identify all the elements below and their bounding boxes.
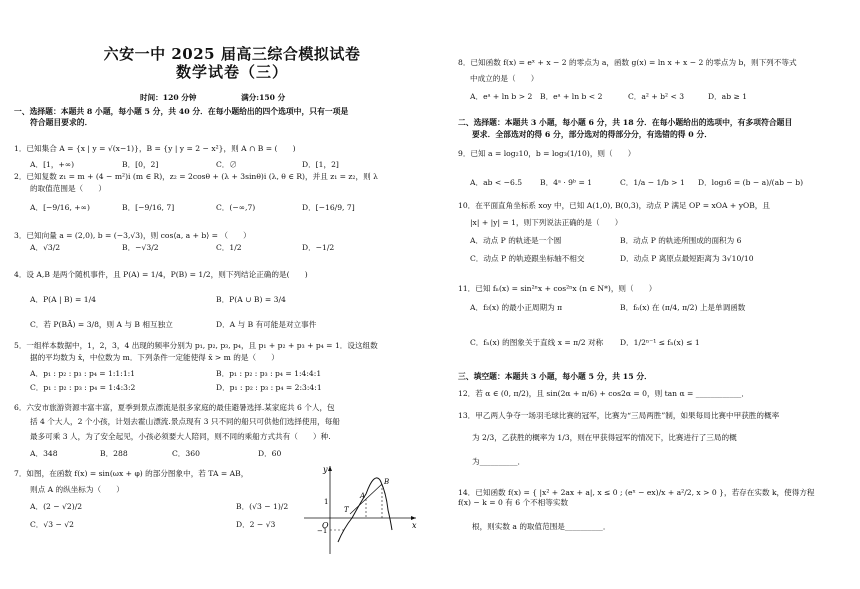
q2-option-c: C．(−∞,7) <box>216 203 256 212</box>
q5-option-c: C．p₁ : p₂ : p₃ : p₄ = 1:4:3:2 <box>30 383 136 392</box>
q3-option-b: B．−√3/2 <box>122 243 159 252</box>
question-13-line1: 13．甲乙两人争夺一场羽毛球比赛的冠军，比赛为“三局两胜”制，如果每局比赛中甲获胜的概率 <box>458 411 780 420</box>
q6-option-b: B．288 <box>100 449 128 458</box>
section-2-line2: 要求．全部选对的得 6 分，部分选对的得部分分，有选错的得 0 分． <box>472 130 713 139</box>
question-8-line1: 8．已知函数 f(x) = eˣ + x − 2 的零点为 a，函数 g(x) = ln x + x − 2 的零点为 b，则下列不等式 <box>458 58 797 67</box>
x-axis-arrow-icon <box>411 516 416 520</box>
q6-option-c: C．360 <box>172 449 200 458</box>
question-7-line2: 则点 A 的纵坐标为（ ） <box>30 485 124 494</box>
question-6-line2: 括 4 个大人，2 个小孩，计划去霍山漂流.景点现有 3 只不同的船只可供他们选择使用，每船 <box>30 417 340 426</box>
question-10-line1: 10．在平面直角坐标系 xoy 中，已知 A(1,0), B(0,3)，动点 P 满足 OP = xOA + yOB，且 <box>458 201 770 210</box>
question-14-line2: 根，则实数 a 的取值范围是__________． <box>472 522 611 531</box>
q3-option-d: D．−1/2 <box>302 243 335 252</box>
q10-option-a: A．动点 P 的轨迹是一个圆 <box>470 236 562 245</box>
point-a-label: A <box>360 492 366 500</box>
q4-option-c: C．若 P(BĀ) = 3/8，则 A 与 B 相互独立 <box>30 320 173 329</box>
q10-option-c: C．动点 P 的轨迹跟坐标轴不相交 <box>470 254 585 263</box>
question-14-line1: 14．已知函数 f(x) = { |x² + 2ax + a|, x ≤ 0 ; (eˣ − ex)/x + a²/2, x > 0 }，若存在实数 k，使得方程 f(x) − k = 0 有 6 个不相等实数 <box>458 488 815 508</box>
question-3: 3．已知向量 a = (2,0), b = (−3,√3)，则 cos⟨a, a + b⟩ = （ ） <box>14 231 251 240</box>
q9-option-d: D．log₃6 = (b − a)/(ab − b) <box>698 178 804 187</box>
y-axis-arrow-icon <box>328 466 332 471</box>
question-5-line1: 5．一组样本数据中，1，2，3，4 出现的频率分别为 p₁, p₂, p₃, p₄，且 p₁ + p₂ + p₃ + p₄ = 1．设这组数 <box>14 341 378 350</box>
left-column <box>14 0 440 589</box>
q2-option-b: B．[−9/16, 7] <box>122 203 175 212</box>
question-10-line2: |x| + |y| = 1，则下列说法正确的是（ ） <box>470 218 623 227</box>
q7-option-d: D．2 − √3 <box>236 520 276 529</box>
q1-option-a: A．[1，+∞) <box>30 160 75 169</box>
y-label: y <box>323 465 328 474</box>
question-1: 1．已知集合 A = {x | y = √(x−1)}，B = {y | y = 2 − x²}，则 A ∩ B = ( ) <box>14 144 296 153</box>
q11-option-c: C．fₙ(x) 的图象关于直线 x = π/2 对称 <box>470 338 604 347</box>
exam-score: 满分:150 分 <box>241 93 286 102</box>
question-6-line1: 6．六安市旅游资源丰富丰富，夏季到景点漂流是很多家庭的最佳避暑选择.某家庭共 6 个人，包 <box>14 403 335 412</box>
question-4: 4．设 A,B 是两个随机事件，且 P(A) = 1/4，P(B) = 1/2，则下列结论正确的是( ) <box>14 270 308 279</box>
q8-option-c: C．a² + b² < 3 <box>628 92 685 101</box>
x-label: x <box>412 521 417 530</box>
q1-option-c: C．∅ <box>216 160 237 169</box>
q5-option-a: A．p₁ : p₂ : p₃ : p₄ = 1:1:1:1 <box>30 369 136 378</box>
q4-option-a: A．P(A | B) = 1/4 <box>30 295 96 304</box>
q4-option-b: B．P(A ∪ B) = 3/4 <box>216 295 286 304</box>
q7-option-c: C．√3 − √2 <box>30 520 74 529</box>
sine-graph <box>300 462 420 558</box>
origin-label: O <box>322 521 329 530</box>
question-2-line2: 的取值范围是（ ） <box>30 184 106 193</box>
q6-option-a: A．348 <box>30 449 58 458</box>
question-5-line2: 据的平均数为 x̄，中位数为 m．下列条件一定能使得 x̄ > m 的是（ ） <box>30 353 279 362</box>
question-11: 11．已知 fₙ(x) = sin²ⁿx + cos²ⁿx (n ∈ N*)，则（ ） <box>458 284 657 293</box>
exam-subtitle: 数学试卷（三） <box>175 63 288 81</box>
q8-option-a: A．eᵃ + ln b > 2 <box>470 92 533 101</box>
tick-one: 1 <box>324 498 329 506</box>
q2-option-a: A．[−9/16, +∞) <box>30 203 90 212</box>
q8-option-d: D．ab ≥ 1 <box>708 92 748 101</box>
q10-option-b: B．动点 P 的轨迹所围成的面积为 6 <box>620 236 742 245</box>
q11-option-b: B．fₙ(x) 在 (π/4, π/2) 上是单调函数 <box>620 303 746 312</box>
q11-option-a: A．f₂(x) 的最小正周期为 π <box>470 303 563 312</box>
section-1-line1: 一、选择题：本题共 8 小题，每小题 5 分，共 40 分．在每小题给出的四个选项中，只有一项是 <box>14 107 349 116</box>
q2-option-d: D．[−16/9, 7] <box>302 203 355 212</box>
q4-option-d: D．A 与 B 有可能是对立事件 <box>216 320 317 329</box>
exam-time: 时间：120 分钟 <box>140 93 197 102</box>
question-13-line2: 为 2/3，乙获胜的概率为 1/3，则在甲获得冠军的情况下，比赛进行了三局的概 <box>472 433 737 442</box>
q3-option-a: A．√3/2 <box>30 243 61 252</box>
q1-option-b: B．[0，2] <box>122 160 159 169</box>
q11-option-d: D．1/2ⁿ⁻¹ ≤ fₙ(x) ≤ 1 <box>620 338 700 347</box>
exam-title: 六安一中 2025 届高三综合模拟试卷 <box>103 45 361 63</box>
question-8-line2: 中成立的是（ ） <box>470 74 539 83</box>
q5-option-d: D．p₁ : p₂ : p₃ : p₄ = 2:3:4:1 <box>216 383 322 392</box>
q1-option-d: D．[1，2] <box>302 160 339 169</box>
question-2-line1: 2．已知复数 z₁ = m + (4 − m²)i (m ∈ R)，z₂ = 2cosθ + (λ + 3sinθ)i (λ, θ ∈ R)，并且 z₁ = z₂，则 λ <box>14 172 378 181</box>
q3-option-c: C．1/2 <box>216 243 242 252</box>
section-1-line2: 符合题目要求的． <box>30 118 93 127</box>
question-6-line3: 最多可乘 3 人，为了安全起见，小孩必须要大人陪同，则不同的乘船方式共有（ ）种. <box>30 432 331 441</box>
q6-option-d: D．60 <box>258 449 282 458</box>
tick-neg-one: −1 <box>317 527 328 535</box>
right-column <box>458 0 828 589</box>
q9-option-b: B．4ᵃ · 9ᵇ = 1 <box>540 178 593 187</box>
q5-option-b: B．p₁ : p₂ : p₃ : p₄ = 1:4:4:1 <box>216 369 322 378</box>
section-2-line1: 二、选择题：本题共 3 小题，每小题 6 分，共 18 分．在每小题给出的选项中，有多项符合题目 <box>458 118 793 127</box>
q7-option-a: A．(2 − √2)/2 <box>30 502 83 511</box>
q9-option-a: A．ab < −6.5 <box>470 178 523 187</box>
question-9: 9．已知 a = log₂10，b = log₃(1/10)，则（ ） <box>458 149 636 158</box>
q9-option-c: C．1/a − 1/b > 1 <box>620 178 685 187</box>
question-12: 12．若 α ∈ (0, π/2)，且 sin(2α + π/6) + cos2α = 0，则 tan α = ____________． <box>458 389 749 398</box>
question-13-line3: 为__________． <box>472 457 526 466</box>
section-3: 三、填空题：本题共 3 小题，每小题 5 分，共 15 分． <box>458 372 652 381</box>
point-t-label: T <box>344 506 349 514</box>
question-7-line1: 7．如图，在函数 f(x) = sin(ωx + φ) 的部分图象中，若 TA = AB， <box>14 469 249 478</box>
point-b-label: B <box>384 478 390 486</box>
q10-option-d: D．动点 P 离原点最短距离为 3√10/10 <box>620 254 754 263</box>
exam-meta <box>140 93 327 103</box>
q7-option-b: B．(√3 − 1)/2 <box>236 502 289 511</box>
q8-option-b: B．eᵃ + ln b < 2 <box>540 92 603 101</box>
